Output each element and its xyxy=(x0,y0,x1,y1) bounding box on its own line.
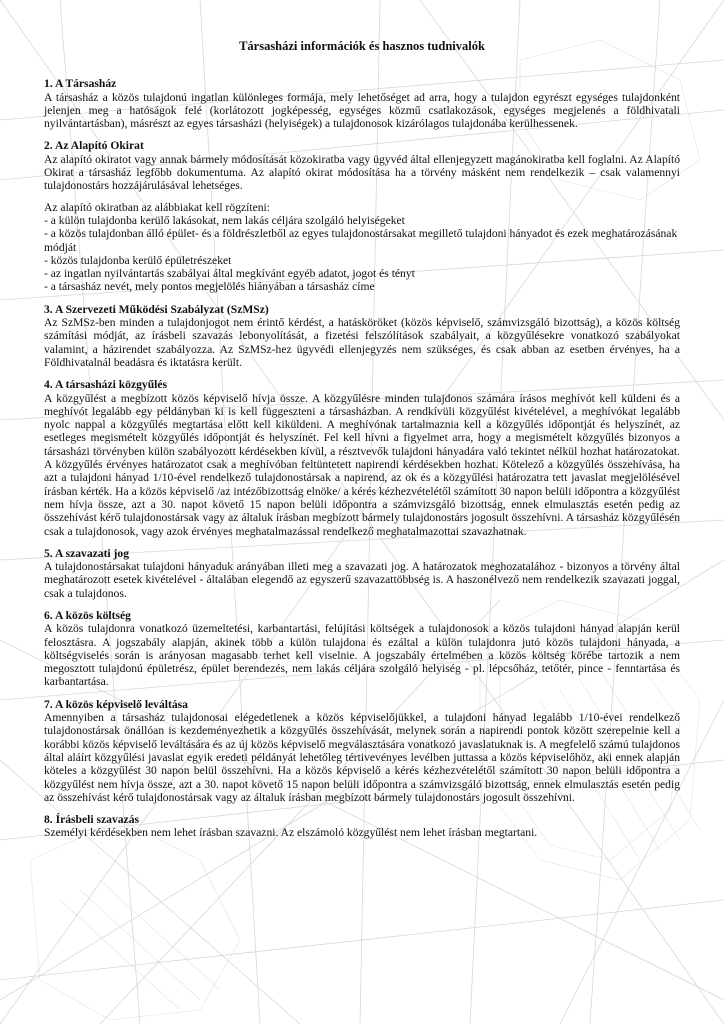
list-item: - a külön tulajdonba kerülő lakásokat, nem lakás céljára szolgáló helyiségeket xyxy=(44,213,405,227)
section-paragraph: A közgyűlést a megbízott közös képviselő hívja össze. A közgyűlésre minden tulajdonos számára írásos meghívót kell küldeni és a meghívót legalább egy példányban ki is kell függeszteni a társasházban. A rendkívüli közgyűlést kivételével, a meghívókat legalább nyolc nappal a közgyűlés megtartása előtt kell kiküldeni. A meghívónak tartalmaznia kell a közgyűlés időpontját és helyszínét, az esetleges megismételt közgyűlés időpontját és helyszínét. Fel kell hívni a figyelmet arra, hogy a megismételt közgyűlés bizonyos a társasházi törvényben külön szabályozott kérdésekben kívül, a résztvevők tulajdoni hányadára való tekintet nélkül hozhat határozatokat. A közgyűlés érvényes határozatot csak a meghívóban feltüntetett napirendi kérdésekben hozhat. Kötelező a közgyűlés összehívása, ha azt a tulajdoni hányad 1/10-ével rendelkező tulajdonostársak a napirend, az ok és a közgyűlési határozatra tett javaslat megjelölésével írásban kérték. Ha a közös képviselő /az intézőbizottság elnöke/ a kérés kézhezvételétől számított 30 napon belüli időpontra a közgyűlést nem hívja össze, azt a 30. napot követő 15 napon belüli időpontra a számvizsgáló bizottság, ennek elmulasztás esetén pedig az összehívást kérő tulajdonostársak vagy az általuk írásban megbízott bármely tulajdonostárs jogosult összehívni. A társasház közgyűlésén csak a tulajdonosok, vagy azok érvényes meghatalmazással rendelkező meghatalmazottai szavazhatnak. xyxy=(44,391,680,538)
section-alapito-okirat xyxy=(44,139,680,293)
section-heading: 7. A közös képviselő leváltása xyxy=(44,697,188,711)
section-szavazati-jog xyxy=(44,547,680,600)
section-szmsz xyxy=(44,303,680,369)
requirements-list xyxy=(44,214,680,294)
section-paragraph: Az SzMSz-ben minden a tulajdonjogot nem érintő kérdést, a hatásköröket (közös képviselő, számvizsgáló bizottság), a közös költség számítási módját, az írásbeli szavazás lebonyolítását, a fizetési felszólítások szabályait, a közgyűlésekre vonatkozó szabályokat valamint, a házirendet szabályozza. Az SzMSz-hez ügyvédi ellenjegyzés nem szükséges, és csak abban az esetben érvényes, ha a Földhivatalnál beadásra és iktatásra került. xyxy=(44,316,680,369)
section-heading: 4. A társasházi közgyűlés xyxy=(44,378,168,392)
section-paragraph: A tulajdonostársakat tulajdoni hányaduk arányában illeti meg a szavazati jog. A határozatok meghozatalához - bizonyos a törvény által meghatározott esetek kivételével - általában elegendő az egyszerű szavazattöbbség is. A haszonélvező nem rendelkezik szavazati joggal, csak a tulajdonos. xyxy=(44,560,680,600)
list-item: - a közös tulajdonban álló épület- és a földrészletből az egyes tulajdonostársakat megillető tulajdoni hányadot és ezek meghatározásának módját xyxy=(44,227,678,254)
document-title: Társasházi információk és hasznos tudnivalók xyxy=(239,39,485,53)
document-page xyxy=(44,40,680,849)
section-paragraph: Az alapító okiratban az alábbiakat kell rögzíteni: xyxy=(44,200,270,214)
section-heading: 8. Írásbeli szavazás xyxy=(44,813,139,827)
section-tarsashaz xyxy=(44,77,680,130)
section-kepviselo-levaltasa xyxy=(44,698,680,804)
section-kozos-koltseg xyxy=(44,609,680,689)
section-paragraph: Amennyiben a társasház tulajdonosai elégedetlenek a közös képviselőjükkel, a tulajdoni hányad legalább 1/10-évei rendelkező tulajdonostársak önállóan is kezdeményezhetik a közgyűlés összehívását, melynek során a napirendi pontok között szerepelnie kell a korábbi közös képviselő leváltására és az új közös képviselő megválasztására vonatkozó javaslatuknak is. A megfelelő számú tulajdonos által aláírt közgyűlési javaslat egyik eredeti példányát lehetőleg tértivevényes levélben juttassa a közös képviselőhöz, aki ennek alapján köteles a közgyűlést 30 napon belül összehívni. Ha a közös képviselő a kérés kézhezvételétől számított 30 napon belüli időpontra a közgyűlést nem hívja össze, azt a 30. napot követő 15 napon belüli időpontra a számvizsgáló bizottság, ennek elmulasztás esetén pedig az összehívást kérő tulajdonostársak vagy az általuk írásban megbízott bármely tulajdonostárs jogosult összehívni. xyxy=(44,711,680,804)
section-heading: 5. A szavazati jog xyxy=(44,546,130,560)
section-paragraph: A közös tulajdonra vonatkozó üzemeltetési, karbantartási, felújítási költségek a tulajdonosok a közös tulajdoni hányad alapján kerül felosztásra. A jogszabály alapján, akinek több a külön tulajdona és ezáltal a külön tulajdonra jutó közös tulajdoni hányada, a költségviselés során is arányosan magasabb terhet kell viselnie. A jogszabály értelmében a közös költség körébe tartozik a nem megosztott tulajdonú épületrész, épület berendezés, nem lakás céljára szolgáló helyiség - pl. lépcsőház, tetőtér, pince - fenntartása és karbantartása. xyxy=(44,622,680,689)
section-heading: 1. A Társasház xyxy=(44,77,117,91)
section-heading: 2. Az Alapító Okirat xyxy=(44,139,144,153)
list-item: - az ingatlan nyilvántartás szabályai által megkívánt egyéb adatot, jogot és tényt xyxy=(44,267,415,281)
section-heading: 6. A közös költség xyxy=(44,608,131,622)
list-item: - a társasház nevét, mely pontos megjelölés hiányában a társasház címe xyxy=(44,280,375,294)
section-irasbeli-szavazas xyxy=(44,813,680,840)
section-kozgyules xyxy=(44,378,680,538)
section-heading: 3. A Szervezeti Működési Szabályzat (SzMSz) xyxy=(44,302,269,316)
section-paragraph: Személyi kérdésekben nem lehet írásban szavazni. Az elszámoló közgyűlést nem lehet írásban megtartani. xyxy=(44,826,538,840)
list-item: - közös tulajdonba kerülő épületrészeket xyxy=(44,253,232,267)
section-paragraph: Az alapító okiratot vagy annak bármely módosítását közokiratba vagy ügyvéd által ellenjegyzett magánokiratba kell foglalni. Az Alapító Okirat a társasház legfőbb dokumentuma. Az alapító okirat módosítása ha a törvény másként nem rendelkezik – csak valamennyi tulajdonostárs hozzájárulásával lehetséges. xyxy=(44,152,680,193)
section-paragraph: A társasház a közös tulajdonú ingatlan különleges formája, mely lehetőséget ad arra, hogy a tulajdon egyrészt egységes tulajdonként jelenjen meg a hatóságok felé (korlátozott jogképesség, egységes közmű csatlakozások, egységes megjelenés a földhivatali nyilvántartásban), másrészt az egyes társasházi (helyiségek) a tulajdonosok kizárólagos tulajdonába kerülhessenek. xyxy=(44,90,680,131)
